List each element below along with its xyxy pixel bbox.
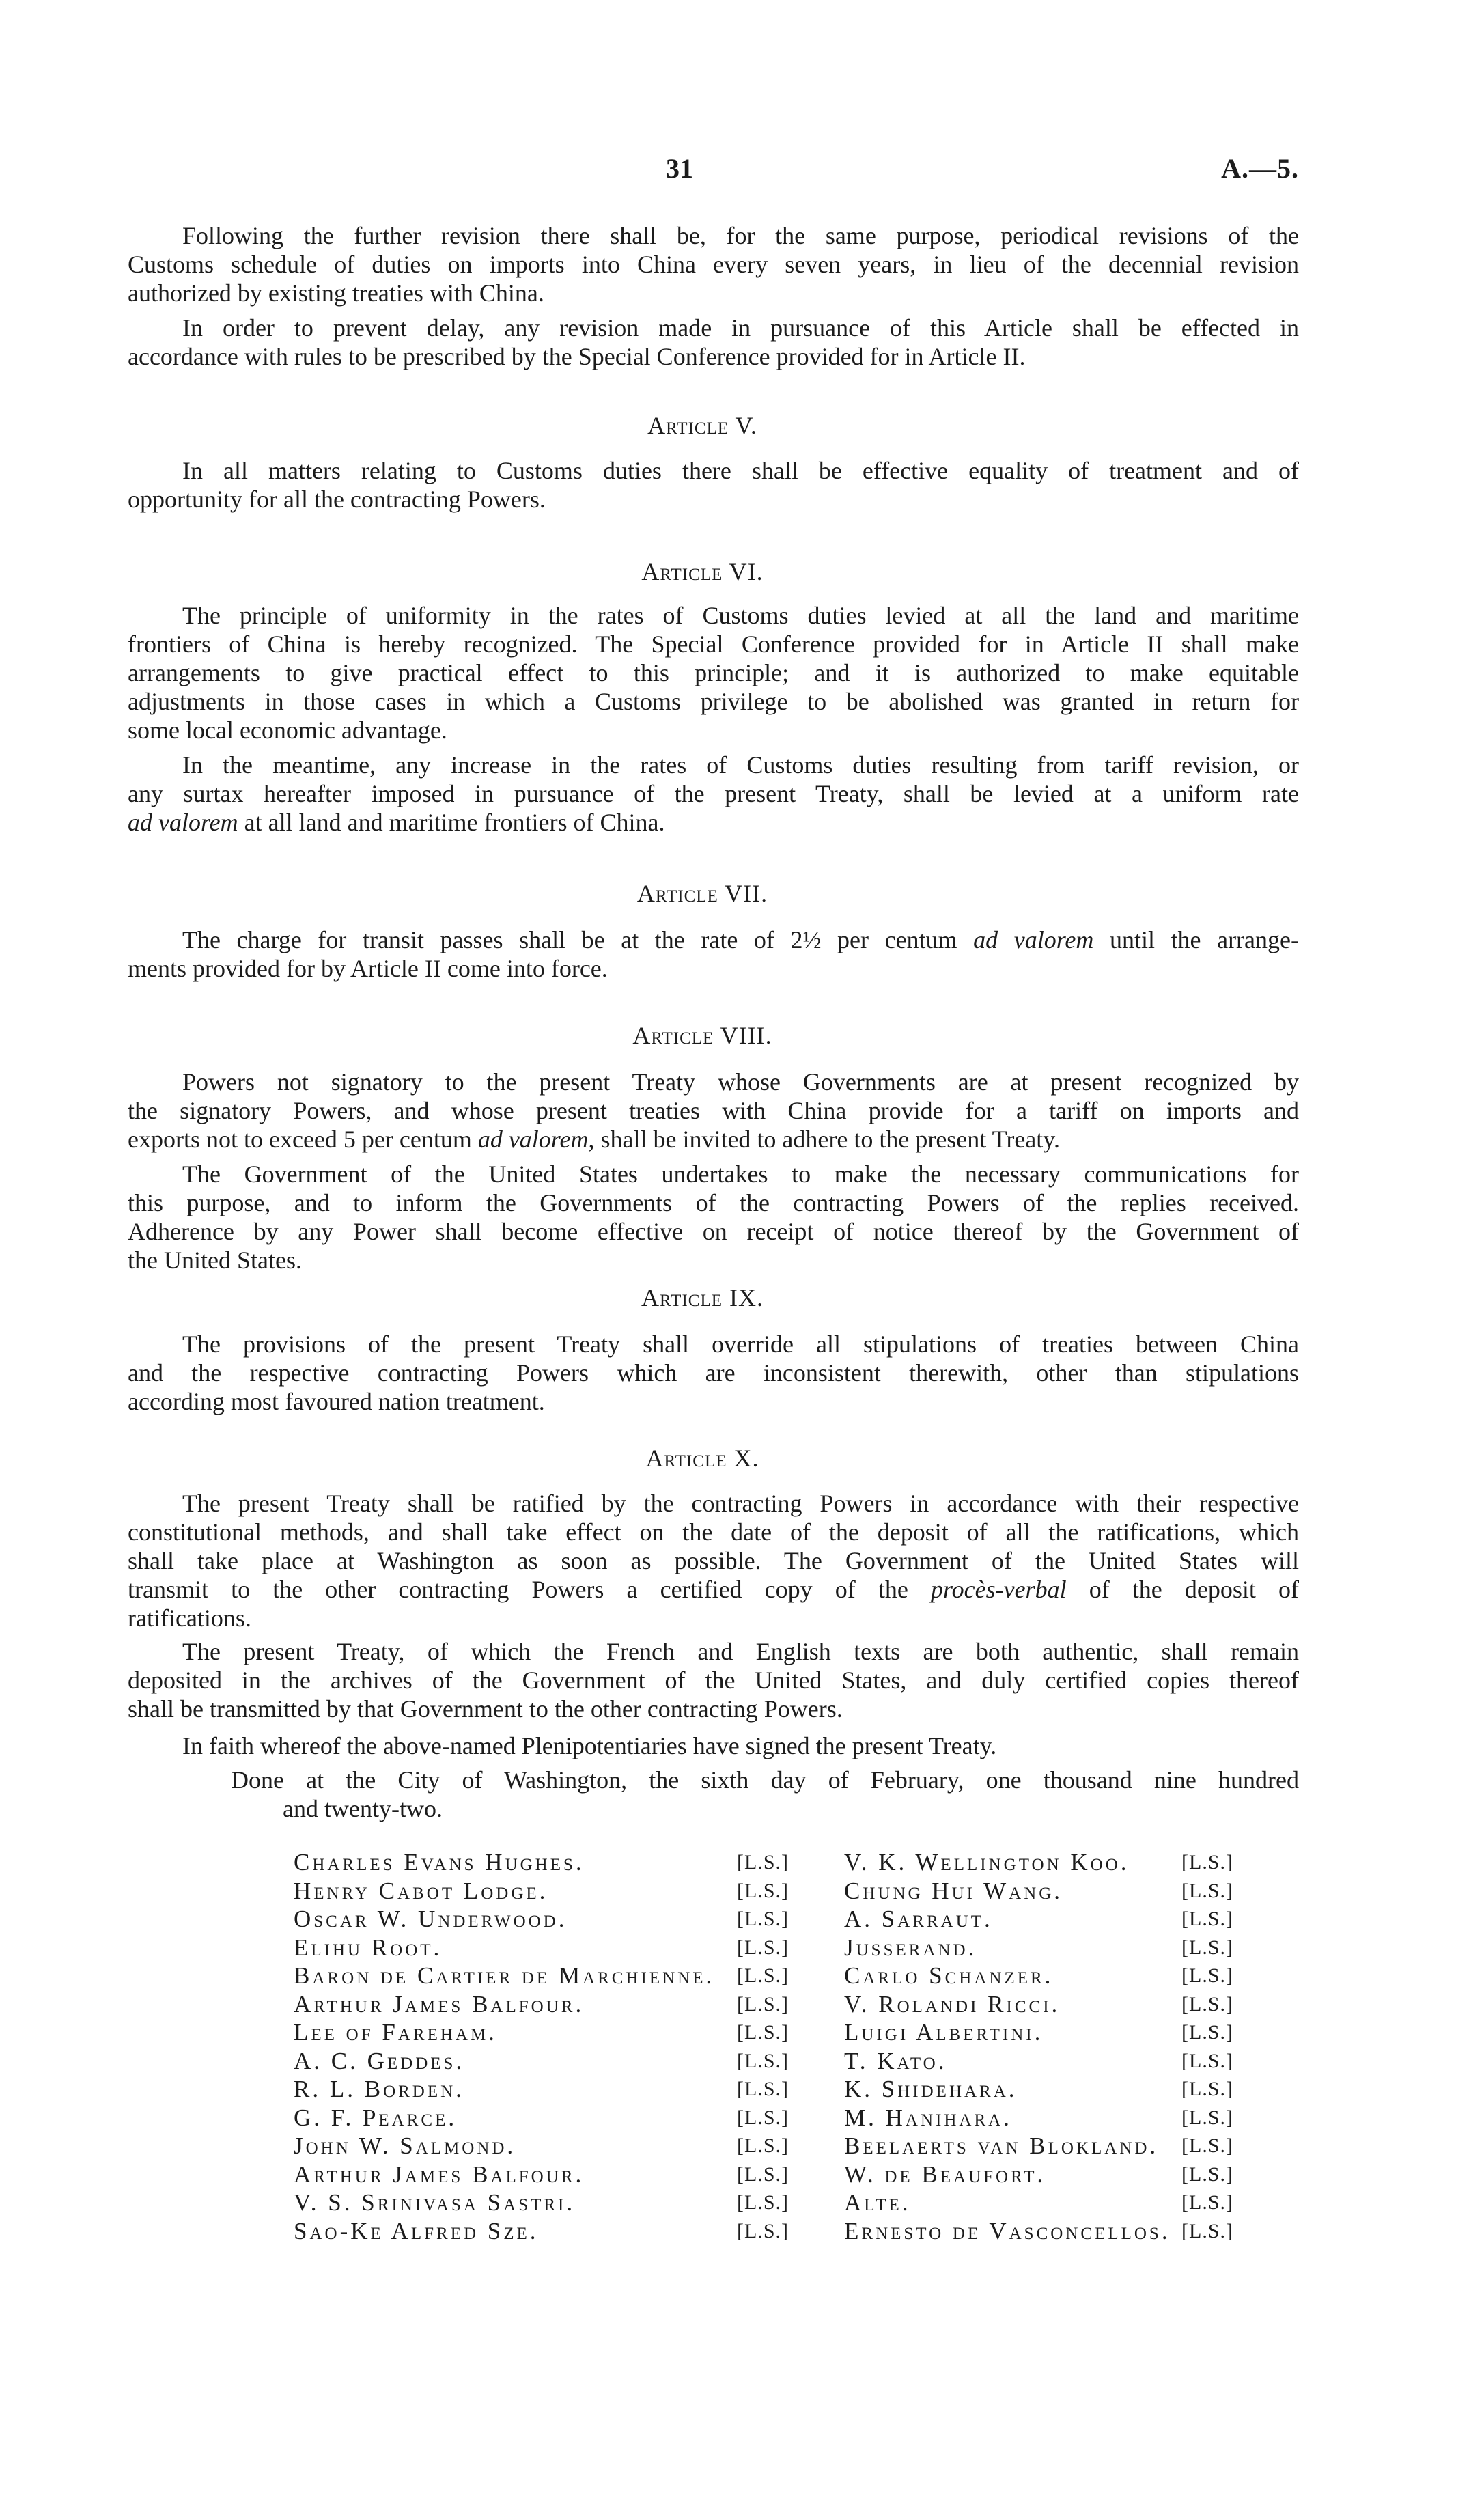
text-line: deposited in the archives of the Government of the United States, and duly certified copies thereof: [128, 1667, 1299, 1694]
text-line: Adherence by any Power shall become effective on receipt of notice thereof by the Government of: [128, 1218, 1299, 1245]
text-run: at all land and maritime frontiers of China.: [238, 809, 665, 836]
text-line: opportunity for all the contracting Powers.: [128, 486, 546, 513]
text-line: according most favoured nation treatment.: [128, 1388, 545, 1415]
text-line: this purpose, and to inform the Governments of the contracting Powers of the replies received.: [128, 1189, 1299, 1216]
signatory-name: A. Sarraut.: [844, 1906, 993, 1932]
text-line: the United States.: [128, 1246, 302, 1274]
seal-mark: [L.S.]: [737, 1936, 789, 1959]
signatory-name: Ernesto de Vasconcellos.: [844, 2217, 1171, 2244]
paragraph: [128, 314, 1299, 371]
text-line: The present Treaty, of which the French and English texts are both authentic, shall remain: [182, 1638, 1299, 1665]
text-run: transmit to the other contracting Powers a certified copy of the: [128, 1576, 931, 1603]
signatory-name: Carlo Schanzer.: [844, 1962, 1054, 1989]
text-line: frontiers of China is hereby recognized. The Special Conference provided for in Article II shall make: [128, 630, 1299, 658]
italic-term: procès-verbal: [930, 1576, 1067, 1603]
text-run: exports not to exceed 5 per centum: [128, 1126, 478, 1153]
seal-mark: [L.S.]: [737, 2021, 789, 2044]
paragraph: [128, 1489, 1299, 1632]
paragraph: [128, 601, 1299, 744]
signature-block: [128, 1848, 1299, 2245]
seal-mark: [L.S.]: [1181, 1908, 1233, 1930]
article-heading: Article VII.: [636, 880, 768, 907]
signatory-name: Henry Cabot Lodge.: [294, 1877, 548, 1904]
seal-mark: [L.S.]: [737, 2049, 789, 2072]
seal-mark: [L.S.]: [1181, 1964, 1233, 1987]
article-heading: Article VIII.: [632, 1022, 772, 1049]
seal-mark: [L.S.]: [1181, 2078, 1233, 2100]
signature-row: [128, 1905, 1299, 1934]
paragraph: [128, 1068, 1299, 1154]
signature-row: [128, 2132, 1299, 2160]
text-line: ments provided for by Article II come into force.: [128, 955, 608, 982]
seal-mark: [L.S.]: [1181, 2106, 1233, 2129]
text-line: The principle of uniformity in the rates of Customs duties levied at all the land and maritime: [182, 602, 1299, 629]
signature-row: [128, 2047, 1299, 2076]
signature-row: [128, 1848, 1299, 1877]
signature-row: [128, 2188, 1299, 2217]
paragraph: [128, 221, 1299, 307]
testimonium-paragraph: [128, 1731, 1299, 1760]
text-line: The Government of the United States undertakes to make the necessary communications for: [182, 1160, 1299, 1188]
signatory-name: V. Rolandi Ricci.: [844, 1990, 1061, 2018]
seal-mark: [L.S.]: [1181, 2134, 1233, 2157]
seal-mark: [L.S.]: [1181, 2021, 1233, 2044]
text-line: Customs schedule of duties on imports into China every seven years, in lieu of the decennial revision: [128, 251, 1299, 278]
signatory-name: John W. Salmond.: [294, 2132, 516, 2159]
article-heading: Article V.: [647, 412, 757, 439]
text-line: [128, 1575, 1299, 1604]
seal-mark: [L.S.]: [1181, 2162, 1233, 2186]
text-line: The present Treaty shall be ratified by the contracting Powers in accordance with their respective: [182, 1490, 1299, 1517]
signatory-name: A. C. Geddes.: [294, 2047, 465, 2074]
text-line: any surtax hereafter imposed in pursuance of the present Treaty, shall be levied at a uniform rate: [128, 780, 1299, 807]
seal-mark: [L.S.]: [737, 1964, 789, 1987]
signature-row: [128, 1934, 1299, 1962]
seal-mark: [L.S.]: [737, 2191, 789, 2214]
seal-mark: [L.S.]: [1181, 2219, 1233, 2242]
signatory-name: Chung Hui Wang.: [844, 1877, 1063, 1904]
signatory-name: Lee of Fareham.: [294, 2019, 497, 2046]
done-at-paragraph: [128, 1766, 1299, 1823]
text-line: In all matters relating to Customs duties there shall be effective equality of treatment and of: [182, 457, 1299, 484]
seal-mark: [L.S.]: [737, 1851, 789, 1874]
seal-mark: [L.S.]: [737, 2078, 789, 2100]
page-number: 31: [666, 153, 693, 184]
text-line: [128, 925, 1299, 954]
document-body: [128, 221, 1299, 2245]
text-line: The provisions of the present Treaty shall override all stipulations of treaties between China: [182, 1331, 1299, 1358]
signatory-name: Alte.: [844, 2189, 911, 2216]
signature-row: [128, 2160, 1299, 2189]
seal-mark: [L.S.]: [1181, 1992, 1233, 2016]
text-run: of the deposit of: [1066, 1576, 1299, 1603]
italic-term: ad valorem: [128, 809, 238, 836]
seal-mark: [L.S.]: [1181, 1851, 1233, 1874]
paragraph: [128, 925, 1299, 983]
text-line: ratifications.: [128, 1604, 251, 1632]
signatory-name: Charles Evans Hughes.: [294, 1849, 585, 1876]
text-line: the signatory Powers, and whose present treaties with China provide for a tariff on imports and: [128, 1097, 1299, 1124]
paragraph: [128, 751, 1299, 837]
signatory-name: M. Hanihara.: [844, 2104, 1012, 2131]
text-run: until the arrange-: [1093, 926, 1299, 953]
article-heading: Article IX.: [641, 1284, 764, 1311]
text-line: In the meantime, any increase in the rates of Customs duties resulting from tariff revision, or: [182, 751, 1299, 779]
seal-mark: [L.S.]: [737, 2134, 789, 2157]
text-run: , shall be invited to adhere to the present Treaty.: [588, 1126, 1060, 1153]
text-line: adjustments in those cases in which a Customs privilege to be abolished was granted in return for: [128, 688, 1299, 715]
signatory-name: W. de Beaufort.: [844, 2160, 1046, 2188]
signatory-name: V. S. Srinivasa Sastri.: [294, 2189, 576, 2216]
seal-mark: [L.S.]: [737, 1879, 789, 1902]
signatory-name: Jusserand.: [844, 1934, 977, 1961]
seal-mark: [L.S.]: [1181, 1936, 1233, 1959]
signature-row: [128, 2104, 1299, 2132]
signatory-name: Luigi Albertini.: [844, 2019, 1044, 2046]
paragraph: [128, 1160, 1299, 1275]
text-line: shall take place at Washington as soon as possible. The Government of the United States will: [128, 1547, 1299, 1574]
text-line: and twenty-two.: [283, 1795, 443, 1822]
document-reference: A.—5.: [1221, 153, 1299, 184]
text-line: and the respective contracting Powers which are inconsistent therewith, other than stipulations: [128, 1359, 1299, 1387]
text-line: In faith whereof the above-named Plenipotentiaries have signed the present Treaty.: [182, 1732, 997, 1759]
paragraph: [128, 456, 1299, 514]
signatory-name: K. Shidehara.: [844, 2076, 1018, 2102]
text-line: Done at the City of Washington, the sixth day of February, one thousand nine hundred: [231, 1766, 1299, 1794]
signature-row: [128, 2075, 1299, 2104]
seal-mark: [L.S.]: [1181, 2191, 1233, 2214]
article-heading: Article X.: [645, 1445, 759, 1472]
signatory-name: V. K. Wellington Koo.: [844, 1849, 1130, 1876]
text-line: shall be transmitted by that Government to the other contracting Powers.: [128, 1695, 843, 1723]
italic-term: ad valorem: [973, 926, 1094, 953]
text-line: [128, 808, 1299, 837]
signature-row: [128, 1877, 1299, 1906]
signatory-name: Beelaerts van Blokland.: [844, 2132, 1159, 2159]
seal-mark: [L.S.]: [1181, 2049, 1233, 2072]
signatory-name: Oscar W. Underwood.: [294, 1906, 568, 1932]
signatory-name: Baron de Cartier de Marchienne.: [294, 1962, 715, 1989]
text-line: Powers not signatory to the present Treaty whose Governments are at present recognized by: [182, 1068, 1299, 1096]
text-line: accordance with rules to be prescribed by the Special Conference provided for in Article II.: [128, 343, 1026, 370]
seal-mark: [L.S.]: [1181, 1879, 1233, 1902]
text-run: The charge for transit passes shall be at the rate of 2½ per centum: [182, 926, 974, 953]
seal-mark: [L.S.]: [737, 2106, 789, 2129]
signatory-name: Arthur James Balfour.: [294, 2160, 585, 2188]
text-line: [128, 1125, 1299, 1154]
seal-mark: [L.S.]: [737, 2219, 789, 2242]
signature-row: [128, 2217, 1299, 2246]
italic-term: ad valorem: [477, 1126, 589, 1153]
signatory-name: Arthur James Balfour.: [294, 1990, 585, 2018]
signature-row: [128, 2018, 1299, 2047]
seal-mark: [L.S.]: [737, 1992, 789, 2016]
signatory-name: Elihu Root.: [294, 1934, 443, 1961]
article-heading: Article VI.: [641, 558, 764, 585]
signatory-name: R. L. Borden.: [294, 2076, 464, 2102]
paragraph: [128, 1330, 1299, 1416]
text-line: arrangements to give practical effect to this principle; and it is authorized to make equitable: [128, 659, 1299, 686]
text-line: some local economic advantage.: [128, 716, 447, 744]
text-line: authorized by existing treaties with China.: [128, 279, 544, 307]
seal-mark: [L.S.]: [737, 2162, 789, 2186]
text-line: constitutional methods, and shall take effect on the date of the deposit of all the ratifications, which: [128, 1518, 1299, 1546]
signatory-name: Sao-Ke Alfred Sze.: [294, 2217, 539, 2244]
text-line: In order to prevent delay, any revision made in pursuance of this Article shall be effected in: [182, 314, 1299, 342]
paragraph: [128, 1637, 1299, 1723]
signature-row: [128, 1962, 1299, 1990]
signatory-name: G. F. Pearce.: [294, 2104, 458, 2131]
signatory-name: T. Kato.: [844, 2047, 947, 2074]
text-line: Following the further revision there shall be, for the same purpose, periodical revisions of the: [182, 222, 1299, 249]
seal-mark: [L.S.]: [737, 1908, 789, 1930]
signature-row: [128, 1990, 1299, 2019]
